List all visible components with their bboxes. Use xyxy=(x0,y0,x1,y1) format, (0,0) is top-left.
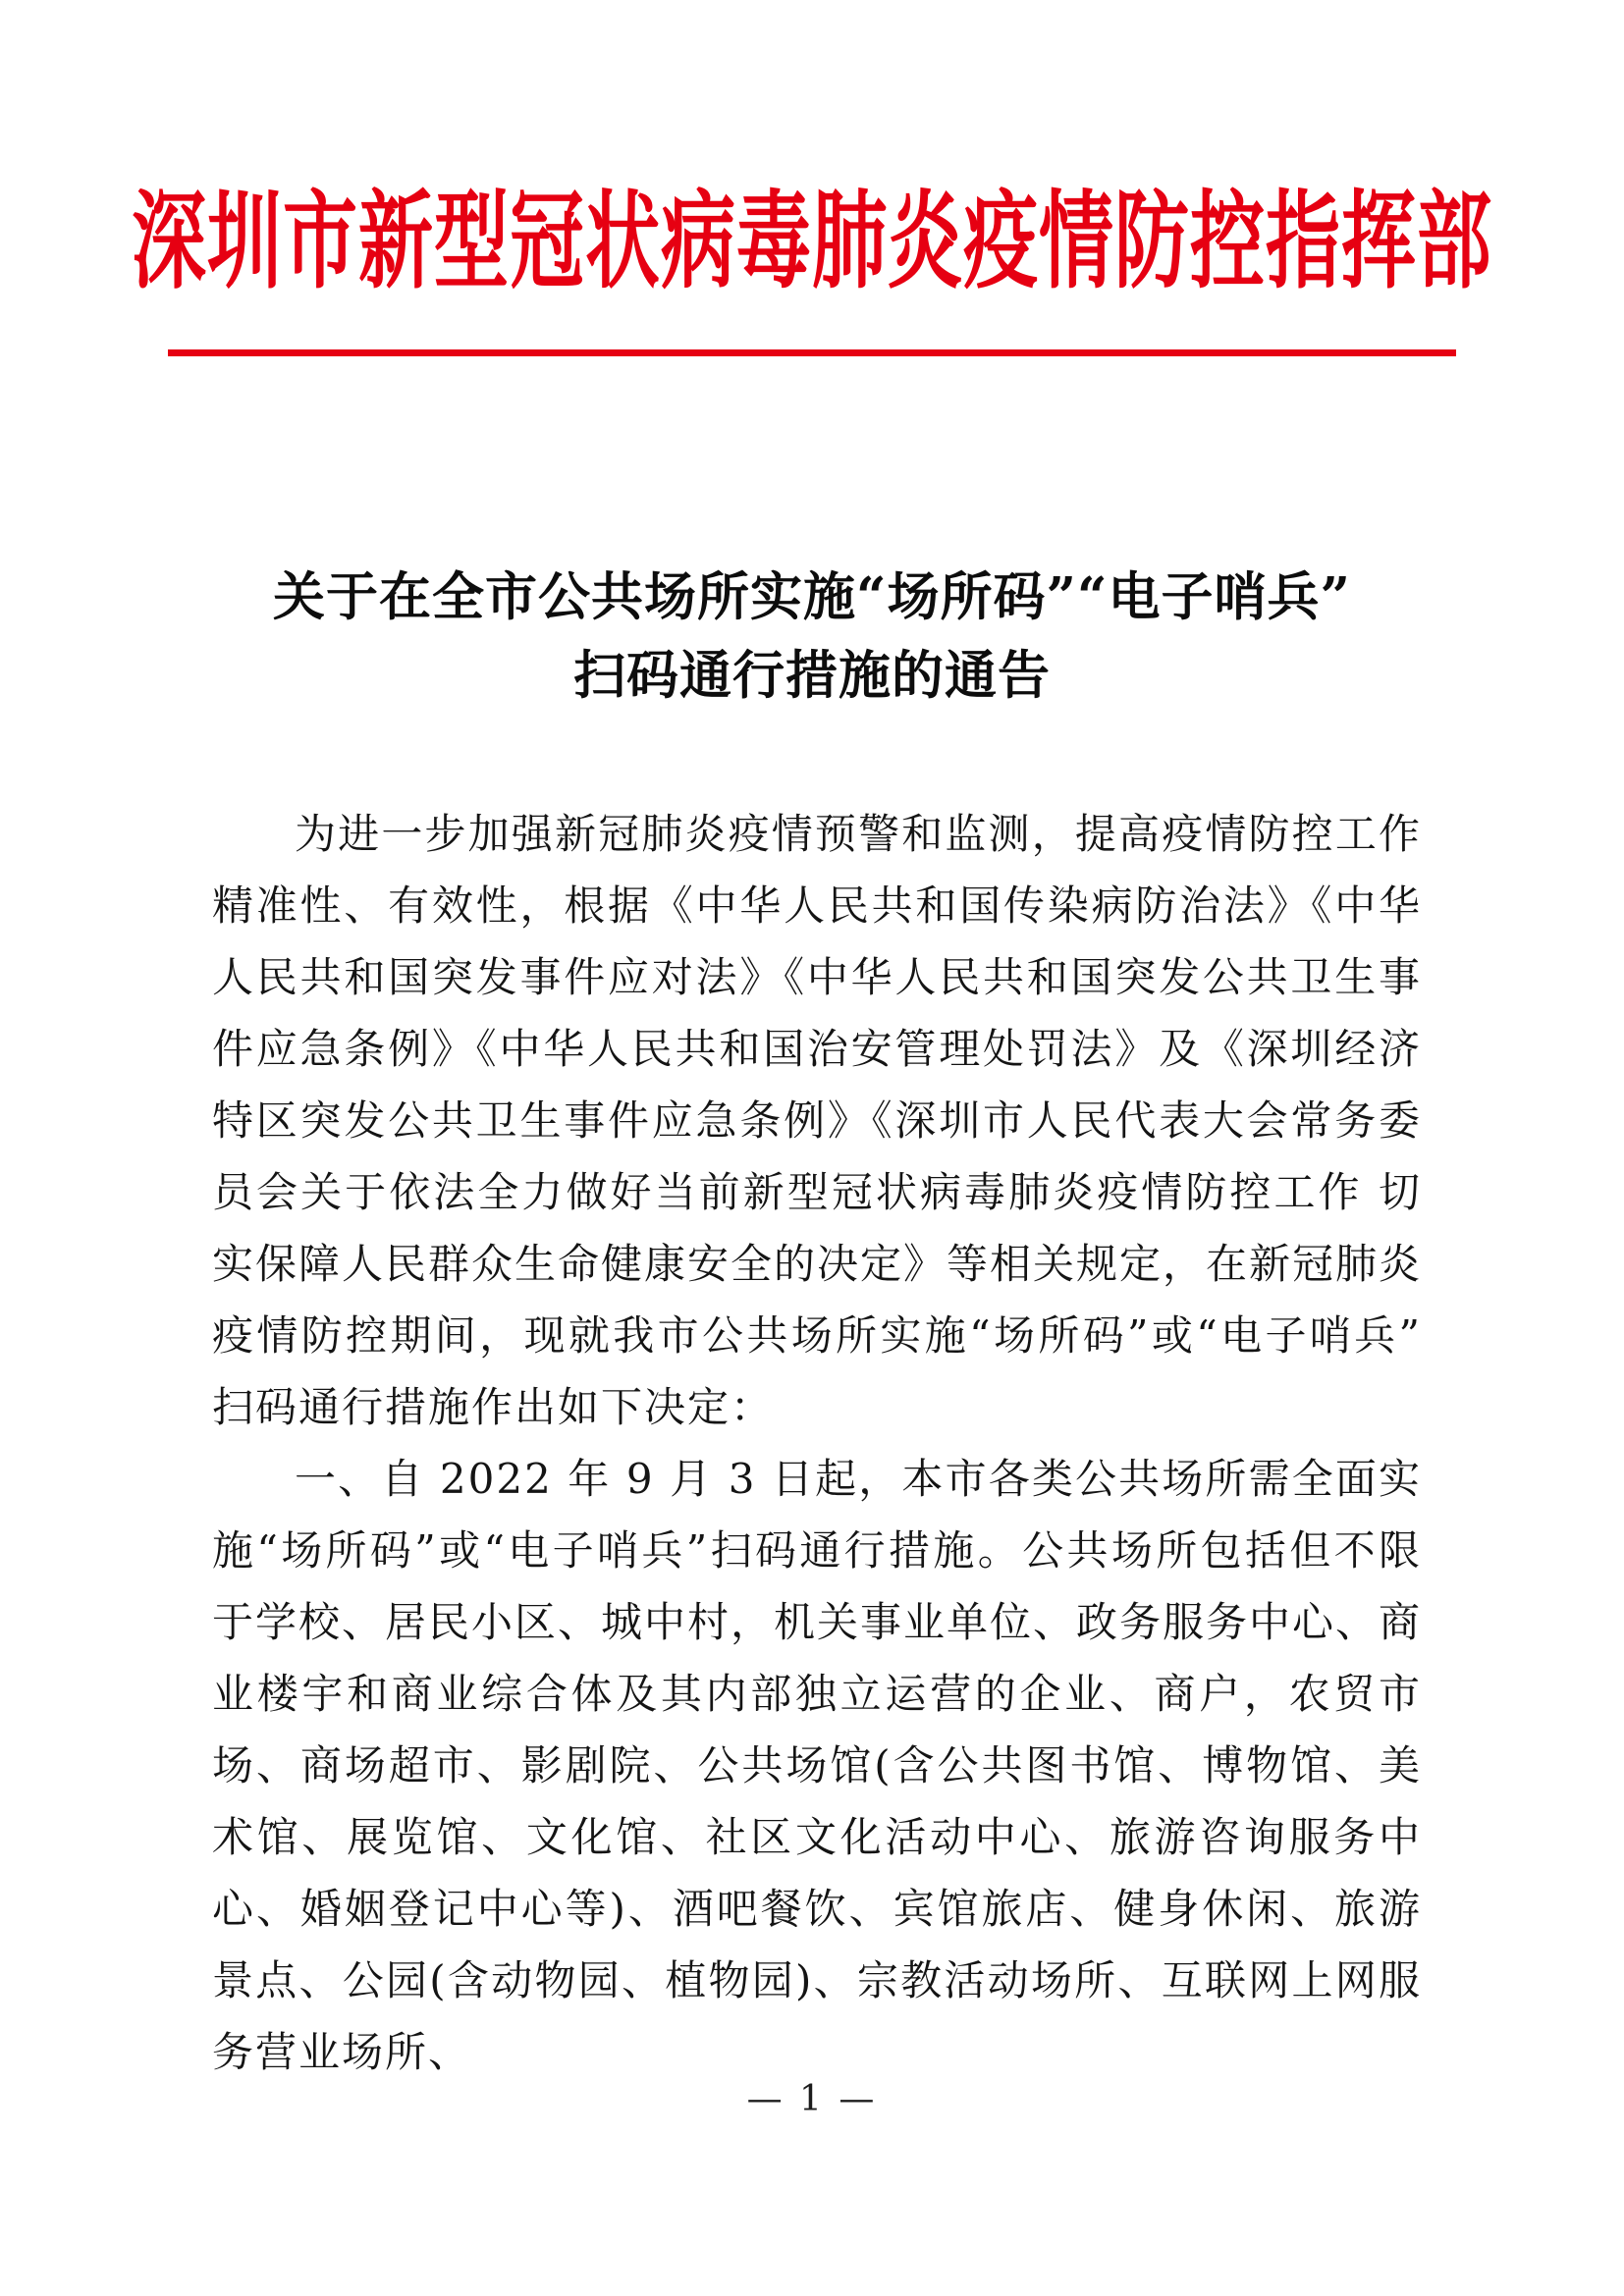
issuing-authority-title: 深圳市新型冠状病毒肺炎疫情防控指挥部 xyxy=(132,178,1492,303)
document-body xyxy=(0,798,1624,2088)
document-title-line-2: 扫码通行措施的通告 xyxy=(573,645,1051,706)
paragraph-preamble: 为进一步加强新冠肺炎疫情预警和监测，提高疫情防控工作精准性、有效性，根据《中华人民共和国传染病防治法》《中华人民共和国突发事件应对法》《中华人民共和国突发公共卫生事件应急条例》《中华人民共和国治安管理处罚法》及《深圳经济特区突发公共卫生事件应急条例》《深圳市人民代表大会常务委员会关于依法全力做好当前新型冠状病毒肺炎疫情防控工作 切实保障人民群众生命健康安全的决定》等相关规定，在新冠肺炎疫情防控期间，现就我市公共场所实施“场所码”或“电子哨兵”扫码通行措施作出如下决定： xyxy=(212,810,1423,1431)
paragraph-item-1: 一、自 2022 年 9 月 3 日起，本市各类公共场所需全面实施“场所码”或“电子哨兵”扫码通行措施。公共场所包括但不限于学校、居民小区、城中村，机关事业单位、政务服务中心、商业楼宇和商业综合体及其内部独立运营的企业、商户，农贸市场、商场超市、影剧院、公共场馆(含公共图书馆、博物馆、美术馆、展览馆、文化馆、社区文化活动中心、旅游咨询服务中心、婚姻登记中心等)、酒吧餐饮、宾馆旅店、健身休闲、旅游景点、公园(含动物园、植物园)、宗教活动场所、互联网上网服务营业场所、 xyxy=(212,1455,1423,2076)
letterhead xyxy=(0,0,1624,356)
page-number: — 1 — xyxy=(746,2079,878,2119)
document-title-line-1: 关于在全市公共场所实施“场所码”“电子哨兵” xyxy=(273,566,1351,627)
letterhead-divider xyxy=(168,349,1456,356)
document-main xyxy=(0,558,1624,2088)
document-title xyxy=(0,558,1624,715)
